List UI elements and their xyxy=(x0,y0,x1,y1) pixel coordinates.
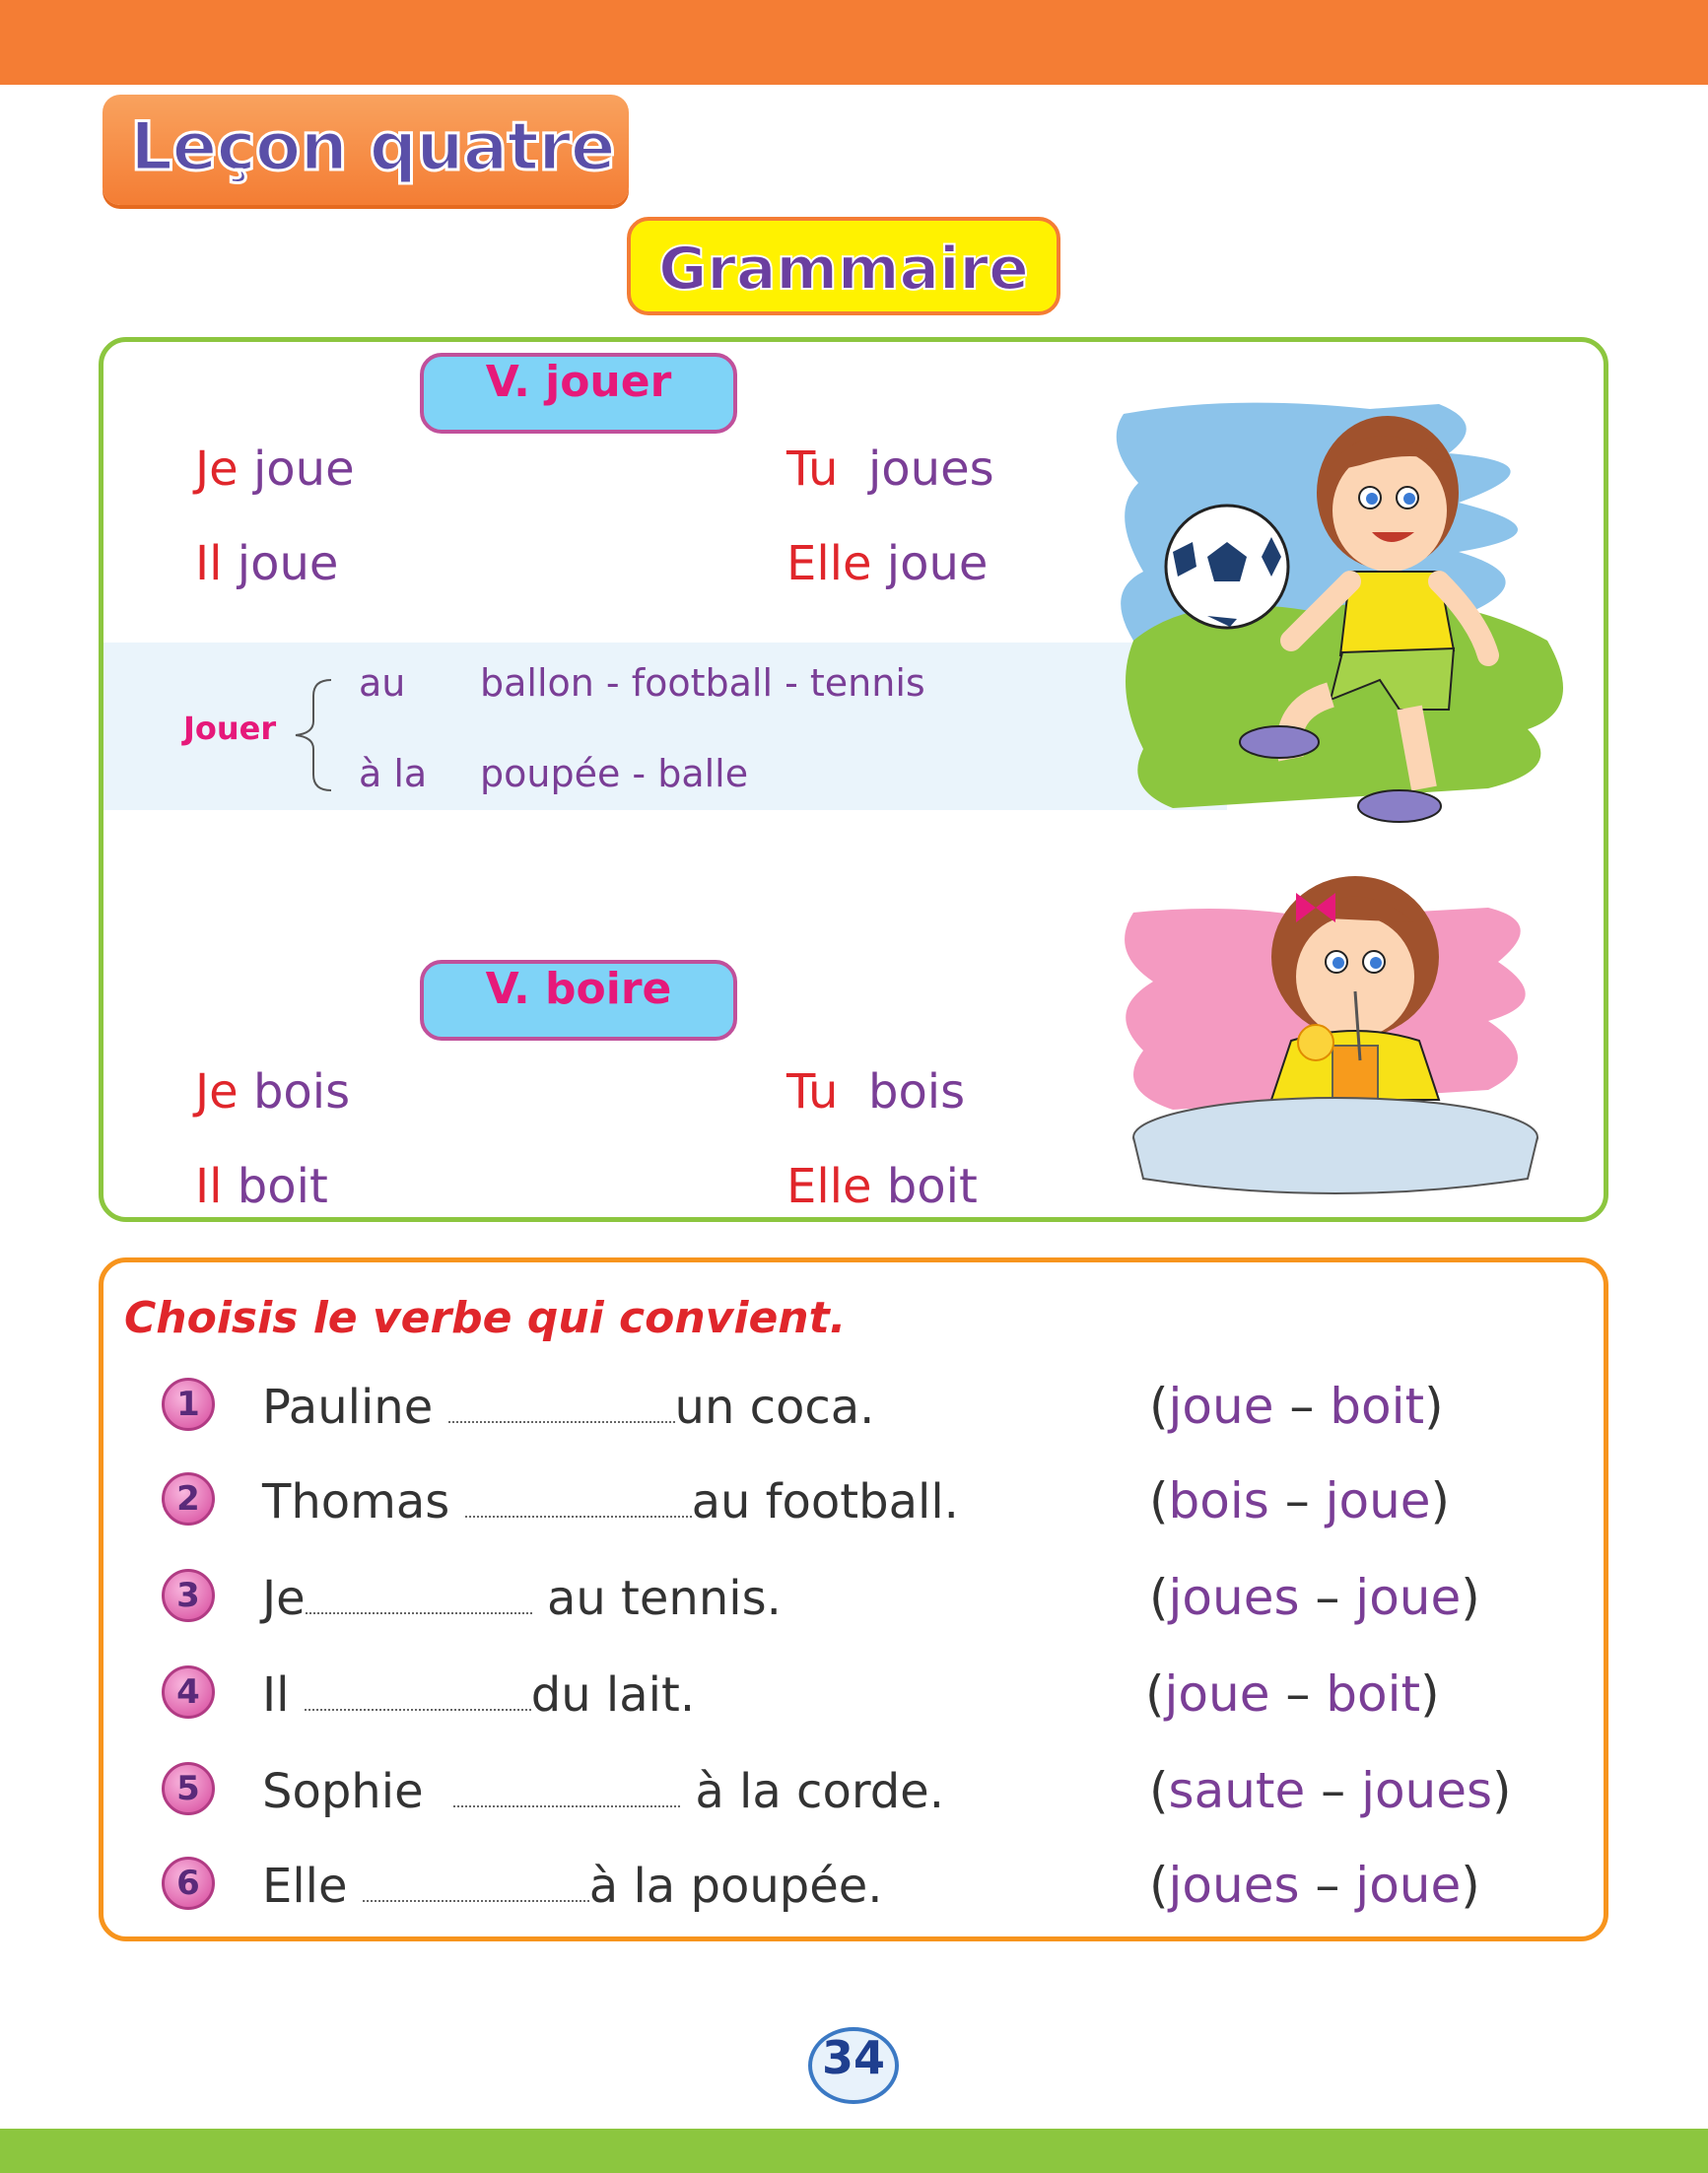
choice-option: joues xyxy=(1361,1762,1493,1819)
choice-option: joue xyxy=(1164,1665,1270,1723)
choice-option: joue xyxy=(1168,1378,1274,1435)
pronoun: Il xyxy=(195,1159,223,1214)
answer-blank[interactable] xyxy=(448,1421,675,1423)
sentence-end: du lait. xyxy=(530,1667,696,1723)
top-bar xyxy=(0,0,1708,85)
boire-form-elle xyxy=(786,1159,978,1214)
verb-form: boit xyxy=(237,1159,328,1214)
sentence-end: à la poupée. xyxy=(588,1859,883,1914)
choice-option: boit xyxy=(1330,1378,1425,1435)
exercise-sentence xyxy=(262,1474,959,1529)
jouer-form-tu xyxy=(786,441,994,497)
verb-choices: (saute – joues) xyxy=(1149,1762,1512,1819)
item-number-badge: 1 xyxy=(162,1378,215,1431)
sentence-start: Je xyxy=(262,1571,306,1626)
choice-option: bois xyxy=(1168,1472,1269,1529)
choice-option: joue xyxy=(1355,1857,1462,1914)
sentence-end: au tennis. xyxy=(546,1571,782,1626)
answer-blank[interactable] xyxy=(363,1900,589,1902)
pronoun: Elle xyxy=(786,1159,872,1214)
boy-playing-football-illustration xyxy=(1114,394,1577,838)
girl-drinking-illustration xyxy=(1114,863,1547,1208)
curly-brace-icon xyxy=(288,676,337,794)
choice-option: saute xyxy=(1168,1762,1306,1819)
verb-choices: (joues – joue) xyxy=(1149,1857,1480,1914)
sentence-start: Pauline xyxy=(262,1380,434,1435)
verb-form: joue xyxy=(237,536,339,591)
exercise-sentence xyxy=(262,1859,883,1914)
usage-objects-au: ballon - football - tennis xyxy=(480,661,925,705)
jouer-form-je xyxy=(195,441,355,497)
page-number: 34 xyxy=(808,2027,899,2104)
verb-choices: (joue – boit) xyxy=(1145,1665,1440,1723)
item-number-badge: 3 xyxy=(162,1569,215,1622)
sentence-start: Sophie xyxy=(262,1764,424,1819)
jouer-form-il xyxy=(195,536,339,591)
sentence-end: un coca. xyxy=(674,1380,875,1435)
boire-heading-label: V. boire xyxy=(485,964,672,1014)
usage-label: Jouer xyxy=(183,710,277,747)
boire-form-tu xyxy=(786,1064,966,1120)
choice-option: joues xyxy=(1168,1857,1300,1914)
pronoun: Tu xyxy=(786,441,839,497)
jouer-heading-label: V. jouer xyxy=(485,357,672,407)
exercise-sentence xyxy=(262,1667,696,1723)
answer-blank[interactable] xyxy=(306,1612,532,1614)
exercise-sentence xyxy=(262,1571,782,1626)
choice-option: joue xyxy=(1325,1472,1431,1529)
choice-option: joues xyxy=(1168,1569,1300,1626)
verb-form: joues xyxy=(867,441,994,497)
lesson-title: Leçon quatre xyxy=(130,108,615,186)
lesson-title-banner xyxy=(102,95,629,205)
sentence-start: Elle xyxy=(262,1859,348,1914)
usage-prep-au: au xyxy=(359,661,406,705)
exercise-sentence xyxy=(262,1380,875,1435)
answer-blank[interactable] xyxy=(305,1709,531,1711)
boire-form-je xyxy=(195,1064,351,1120)
answer-blank[interactable] xyxy=(453,1805,680,1807)
boire-heading xyxy=(420,960,737,1041)
sentence-start: Thomas xyxy=(262,1474,450,1529)
jouer-heading xyxy=(420,353,737,434)
verb-choices: (bois – joue) xyxy=(1149,1472,1451,1529)
verb-choices: (joue – boit) xyxy=(1149,1378,1444,1435)
boire-form-il xyxy=(195,1159,328,1214)
sentence-end: au football. xyxy=(691,1474,959,1529)
pronoun: Je xyxy=(195,1064,239,1120)
pronoun: Elle xyxy=(786,536,872,591)
jouer-form-elle xyxy=(786,536,989,591)
item-number-badge: 6 xyxy=(162,1857,215,1910)
verb-choices: (joues – joue) xyxy=(1149,1569,1480,1626)
verb-form: joue xyxy=(252,441,355,497)
exercise-instruction: Choisis le verbe qui convient. xyxy=(124,1293,847,1343)
pronoun: Tu xyxy=(786,1064,839,1120)
exercise-sentence xyxy=(262,1764,944,1819)
choice-option: boit xyxy=(1326,1665,1421,1723)
bottom-bar xyxy=(0,2129,1708,2173)
pronoun: Il xyxy=(195,536,223,591)
section-title: Grammaire xyxy=(658,235,1029,304)
choice-option: joue xyxy=(1355,1569,1462,1626)
usage-prep-a-la: à la xyxy=(359,752,428,795)
sentence-end: à la corde. xyxy=(695,1764,944,1819)
verb-form: bois xyxy=(252,1064,351,1120)
verb-form: bois xyxy=(867,1064,966,1120)
verb-form: joue xyxy=(886,536,989,591)
section-title-banner xyxy=(627,217,1060,315)
sentence-start: Il xyxy=(262,1667,290,1723)
item-number-badge: 2 xyxy=(162,1472,215,1526)
answer-blank[interactable] xyxy=(465,1516,692,1518)
item-number-badge: 5 xyxy=(162,1762,215,1815)
verb-form: boit xyxy=(886,1159,978,1214)
pronoun: Je xyxy=(195,441,239,497)
usage-objects-a-la: poupée - balle xyxy=(480,752,749,795)
item-number-badge: 4 xyxy=(162,1665,215,1719)
